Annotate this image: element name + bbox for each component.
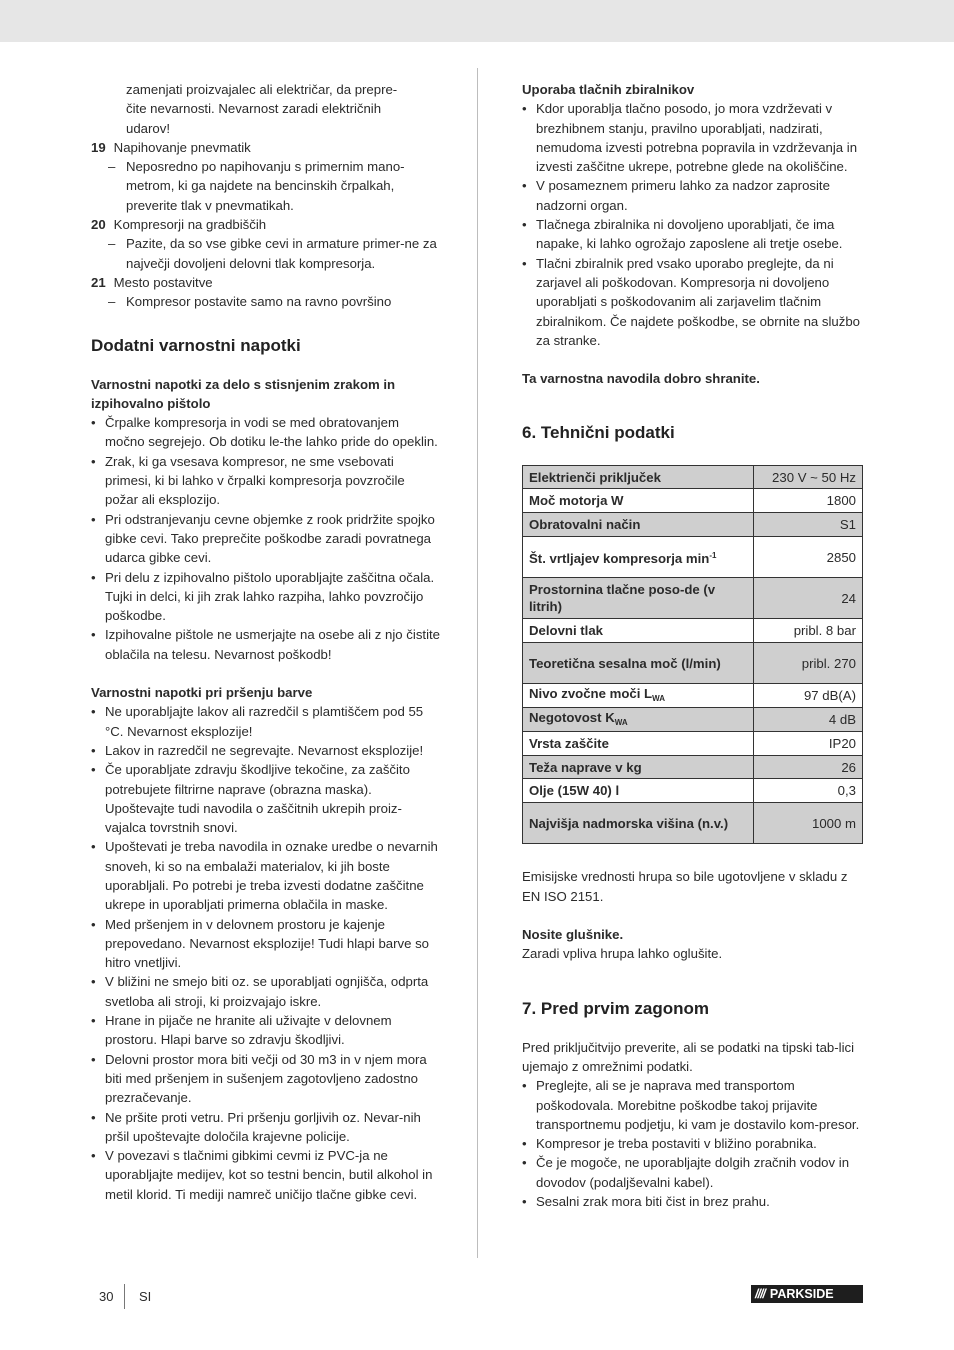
spec-label xyxy=(523,684,754,708)
intro-line: čite nevarnosti. Nevarnost zaradi električnih xyxy=(126,101,382,117)
list-item: • Kdor uporablja tlačno posodo, jo mora vzdrževati v brezhibnem stanju, pravilno uporabljati, nadzirati, nemudoma izvesti potrebna popravila in vzdrževanja in izvesti zaščitne ukrepe, potrebne glede na okoliščine. xyxy=(522,99,864,176)
table-row xyxy=(523,513,863,537)
spec-value: 2850 xyxy=(754,537,863,578)
table-row xyxy=(523,803,863,844)
intro-line: zamenjati proizvajalec ali električar, da prepre- xyxy=(126,82,398,97)
spec-label-sub: WA xyxy=(652,693,666,703)
table-row xyxy=(523,756,863,779)
spec-label: Teža naprave v kg xyxy=(523,756,754,779)
spec-value: 1000 m xyxy=(754,803,863,844)
item-detail: – Neposredno po napihovanju s primernim mano-metrom, ki ga najdete na bencinskih črpalkah, preverite tlak v pnevmatikah. xyxy=(91,157,441,215)
emission-text: Emisijske vrednosti hrupa so bile ugotovljene v skladu z EN ISO 2151. xyxy=(522,869,848,904)
startup-intro: Pred priključitvijo preverite, ali se podatki na tipski tab-lici ujemajo z omrežnimi podatki. xyxy=(522,1039,855,1074)
table-row xyxy=(523,643,863,684)
left-column xyxy=(91,80,441,1204)
item-title: Napihovanje pnevmatik xyxy=(113,139,251,155)
item-title: Kompresorji na gradbiščih xyxy=(113,217,267,233)
list-item: • Zrak, ki ga vsesava kompresor, ne sme vsebovati primesi, ki bi lahko v črpalki kompresorja povzročile požar ali eksplozijo. xyxy=(91,452,441,510)
spec-value: pribl. 270 xyxy=(754,643,863,684)
list-item: • Pri odstranjevanju cevne objemke z rook pridržite spojko gibke cevi. Tako preprečite poškodbe zaradi povratnega udarca gibke cevi. xyxy=(91,510,441,568)
list-item: • Hrane in pijače ne hranite ali uživajte v delovnem prostoru. Hlapi barve so zdravju škodljivi. xyxy=(91,1011,441,1050)
spec-value: pribl. 8 bar xyxy=(754,619,863,643)
bullet-list xyxy=(522,99,864,350)
page-number: 30 xyxy=(99,1289,114,1304)
table-row xyxy=(523,466,863,489)
list-item: • Delovni prostor mora biti večji od 30 m3 in v njem mora biti med pršenjem in sušenjem zagotovljeno zadostno prezračevanje. xyxy=(91,1050,441,1108)
spec-value: 24 xyxy=(754,578,863,619)
spec-value: 0,3 xyxy=(754,779,863,803)
spec-label: Obratovalni način xyxy=(523,513,754,537)
spec-value: 97 dB(A) xyxy=(754,684,863,708)
list-item: • Upoštevati je treba navodila in oznake uredbe o nevarnih snoveh, ki so na embalaži materialov, ki jih boste uporabljali. Po potrebi je treba izvesti dodatne zaščitne ukrepe in uporabljati primerna oblačila in maske. xyxy=(91,837,441,914)
spec-value: S1 xyxy=(754,513,863,537)
spec-label: Moč motorja W xyxy=(523,489,754,513)
intro-line: udarov! xyxy=(126,120,170,136)
list-item: • Ne uporabljajte lakov ali razredčil s plamtiščem pod 55 °C. Nevarnost eksplozije! xyxy=(91,702,441,741)
spec-label-sub: WA xyxy=(614,717,628,727)
list-item: • Med pršenjem in v delovnem prostoru je kajenje prepovedano. Nevarnost eksplozije! Tudi hlapi barve so hitro vnetljivi. xyxy=(91,915,441,973)
section-heading-startup: 7. Pred prvim zagonom xyxy=(522,998,710,1018)
list-item: • Če uporabljate zdravju škodljive tekočine, za zaščito potrebujete filtrirne naprave (obrazna maska). Upoštevajte tudi navodila o zaščitnih ukrepih proiz-vajalca tovrstnih snovi. xyxy=(91,760,441,837)
list-item: • V povezavi s tlačnimi gibkimi cevmi iz PVC-ja ne uporabljajte medijev, kot so testni bencin, butil alkohol in metil klorid. Ti mediji namreč uničijo tlačne gibke cevi. xyxy=(91,1146,441,1204)
brand-name: PARKSIDE xyxy=(769,1287,834,1301)
spec-label-sup: -1 xyxy=(709,551,717,561)
subsection-title: Uporaba tlačnih zbiralnikov xyxy=(522,82,695,97)
bullet-list xyxy=(91,702,441,1204)
table-row xyxy=(523,708,863,732)
language-code: SI xyxy=(139,1289,152,1304)
table-row xyxy=(523,619,863,643)
specs-table xyxy=(522,465,863,844)
spec-label: Olje (15W 40) l xyxy=(523,779,754,803)
list-item: • V posameznem primeru lahko za nadzor zaprosite nadzorni organ. xyxy=(522,176,864,215)
brand-logo xyxy=(751,1285,863,1303)
item-title: Mesto postavitve xyxy=(113,274,213,290)
subsection-title: Varnostni napotki pri pršenju barve xyxy=(91,685,313,701)
ear-protection-text: Zaradi vpliva hrupa lahko oglušite. xyxy=(522,946,723,962)
numbered-item-19 xyxy=(91,138,441,157)
logo-slashes-icon: //// xyxy=(755,1287,765,1301)
item-detail: – Kompresor postavite samo na ravno površino xyxy=(91,292,441,311)
table-row xyxy=(523,732,863,756)
spec-label xyxy=(523,708,754,732)
list-item: • Pri delu z izpihovalno pištolo uporabljajte zaščitna očala. Tujki in delci, ki jih zrak lahko razpiha, lahko povzročijo poškodbe. xyxy=(91,568,441,626)
list-item: • Črpalke kompresorja in vodi se med obratovanjem močno segrejejo. Ob dotiku le-the lahko pride do opeklin. xyxy=(91,413,441,452)
list-item: • Če je mogoče, ne uporabljajte dolgih zračnih vodov in dovodov (podaljševalni kabel). xyxy=(522,1153,864,1192)
spec-label-text: Negotovost K xyxy=(529,709,615,725)
table-row xyxy=(523,489,863,513)
spec-value: 26 xyxy=(754,756,863,779)
list-item: • Lakov in razredčil ne segrevajte. Nevarnost eksplozije! xyxy=(91,741,441,760)
spec-value: IP20 xyxy=(754,732,863,756)
spec-value: 230 V ~ 50 Hz xyxy=(754,466,863,489)
spec-value: 4 dB xyxy=(754,708,863,732)
spec-label: Vrsta zaščite xyxy=(523,732,754,756)
spec-label: Elektrienči priključek xyxy=(523,466,754,489)
section-heading-tech: 6. Tehnični podatki xyxy=(522,423,675,443)
list-item: • Preglejte, ali se je naprava med transportom poškodovala. Morebitne poškodbe takoj prijavite transportnemu podjetju, ki vam je dostavilo kom-presor. xyxy=(522,1076,864,1134)
table-row xyxy=(523,684,863,708)
list-item: • Tlačni zbiralnik pred vsako uporabo preglejte, da ni zarjavel ali poškodovan. Kompresorja ni dovoljeno uporabljati s poškodovanim ali zarjavelim tlačnim zbiralnikom. Če najdete poškodbe, se obrnite na službo za stranke. xyxy=(522,254,864,350)
numbered-item-20 xyxy=(91,215,441,234)
spec-label: Teoretična sesalna moč (l/min) xyxy=(523,643,754,684)
table-row xyxy=(523,779,863,803)
right-column xyxy=(522,80,864,1211)
list-item: • V bližini ne smejo biti oz. se uporabljati ognjišča, odprta svetloba ali stroji, ki proizvajajo iskre. xyxy=(91,972,441,1011)
footer-divider xyxy=(124,1284,125,1309)
list-item: • Ne pršite proti vetru. Pri pršenju gorljivih oz. Nevar-nih pršil upoštevajte določila krajevne policije. xyxy=(91,1108,441,1147)
item-number: 20 xyxy=(91,217,106,233)
spec-label: Delovni tlak xyxy=(523,619,754,643)
spec-value: 1800 xyxy=(754,489,863,513)
top-header-bar xyxy=(0,0,954,42)
spec-label-text: Nivo zvočne moči L xyxy=(529,685,653,701)
spec-label-text: Št. vrtljajev kompresorja min xyxy=(529,551,710,567)
list-item: • Kompresor je treba postaviti v bližino porabnika. xyxy=(522,1134,864,1153)
spec-label xyxy=(523,537,754,578)
column-divider xyxy=(477,68,478,1258)
bullet-list xyxy=(522,1076,864,1211)
spec-label: Najvišja nadmorska višina (n.v.) xyxy=(523,803,754,844)
item-number: 19 xyxy=(91,139,106,155)
item-detail: – Pazite, da so vse gibke cevi in armature primer-ne za največji dovoljeni delovni tlak kompresorja. xyxy=(91,234,441,273)
keep-instructions-note: Ta varnostna navodila dobro shranite. xyxy=(522,371,760,387)
section-heading: Dodatni varnostni napotki xyxy=(91,335,301,355)
ear-protection-title: Nosite glušnike. xyxy=(522,927,624,943)
list-item: • Izpihovalne pištole ne usmerjajte na osebe ali z njo čistite oblačila na telesu. Nevarnost poškodb! xyxy=(91,625,441,664)
bullet-list xyxy=(91,413,441,664)
subsection-title: Varnostni napotki za delo s stisnjenim zrakom in izpihovalno pištolo xyxy=(91,376,396,411)
list-item: • Tlačnega zbiralnika ni dovoljeno uporabljati, če ima napake, ki lahko ogrožajo zaposlene ali tretje osebe. xyxy=(522,215,864,254)
numbered-item-21 xyxy=(91,273,441,292)
table-row xyxy=(523,578,863,619)
item-number: 21 xyxy=(91,274,106,290)
list-item: • Sesalni zrak mora biti čist in brez prahu. xyxy=(522,1192,864,1211)
spec-label: Prostornina tlačne poso-de (v litrih) xyxy=(523,578,754,619)
table-row xyxy=(523,537,863,578)
